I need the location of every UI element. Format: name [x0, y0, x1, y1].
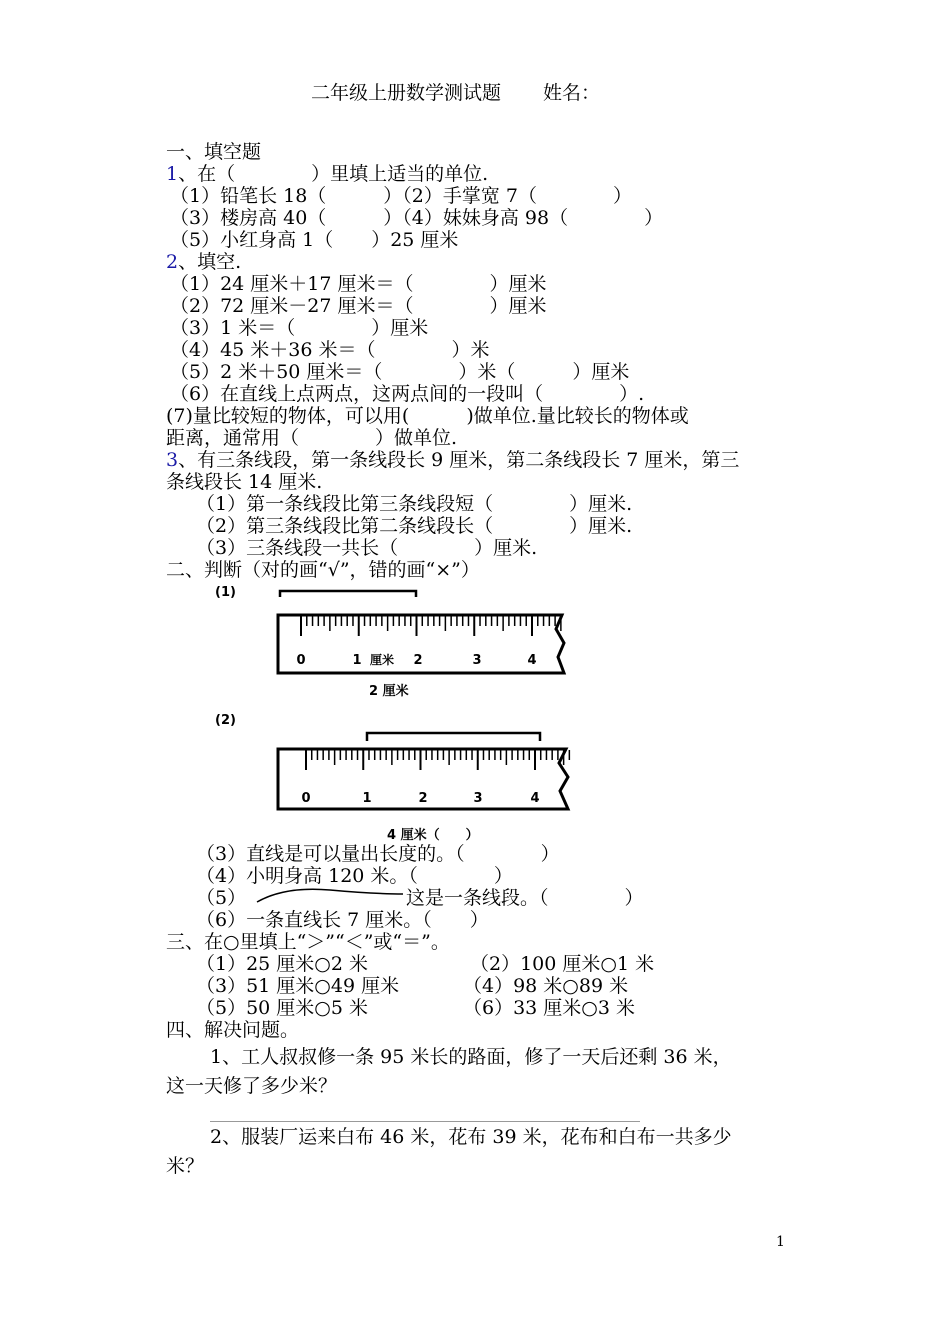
- ruler2-tick-2: 2: [418, 791, 428, 806]
- q2-num: 2: [166, 251, 179, 273]
- q1-line: （3）楼房高 40（ ）（4）妹妹身高 98（ ）: [170, 207, 664, 229]
- judge-item: （5）: [196, 887, 247, 909]
- ruler1-tick-3: 3: [472, 653, 482, 668]
- ruler1-tick-1: 1: [352, 653, 362, 668]
- compare-item: （4）98 米○89 米: [463, 975, 629, 997]
- ruler1-label: (1): [215, 585, 236, 600]
- q2-line: （4）45 米＋36 米＝（ ）米: [170, 339, 490, 361]
- q1-num: 1: [166, 163, 179, 185]
- compare-item: （5）50 厘米○5 米: [196, 997, 369, 1019]
- q1-line: （5）小红身高 1（ ）25 厘米: [170, 229, 459, 251]
- name-label: 姓名：: [543, 82, 601, 104]
- problem2-line: 2、服装厂运来白布 46 米，花布 39 米，花布和白布一共多少: [210, 1126, 732, 1148]
- ruler2-tick-3: 3: [473, 791, 483, 806]
- q2-line: （3）1 米＝（ ）厘米: [170, 317, 429, 339]
- compare-item: （1）25 厘米○2 米: [196, 953, 369, 975]
- ruler2-tick-0: 0: [301, 791, 311, 806]
- q3-line: 条线段长 14 厘米.: [166, 471, 323, 493]
- q3-line: （2）第三条线段比第二条线段长（ ）厘米.: [196, 515, 633, 537]
- section3-heading: 三、在○里填上“＞”“＜”或“＝”。: [166, 931, 450, 953]
- ruler1-bracket: [280, 591, 416, 597]
- judge-item: （6）一条直线长 7 厘米。（ ）: [196, 909, 489, 931]
- q3-line: （3）三条线段一共长（ ）厘米.: [196, 537, 538, 559]
- ruler1: [270, 585, 570, 685]
- judge-item: 这是一条线段。（ ）: [406, 887, 644, 909]
- ruler2-label: (2): [215, 713, 236, 728]
- q2-line: 距离，通常用（ ）做单位.: [166, 427, 458, 449]
- judge-item: （4）小明身高 120 米。（ ）: [196, 865, 513, 887]
- section2-heading: 二、判断（对的画“√”，错的画“×”）: [166, 559, 480, 581]
- ruler2: [270, 725, 580, 820]
- ruler1-caption: 2 厘米: [369, 684, 409, 699]
- q3-text: [166, 449, 739, 471]
- q2-text: [166, 251, 241, 273]
- page-title: [311, 78, 600, 105]
- compare-item: （3）51 厘米○49 厘米: [196, 975, 400, 997]
- ruler2-bracket: [367, 733, 540, 741]
- q2-line: （1）24 厘米＋17 厘米＝（ ）厘米: [170, 273, 547, 295]
- q2-line: （6）在直线上点两点，这两点间的一段叫（ ）.: [170, 383, 645, 405]
- compare-item: （2）100 厘米○1 米: [470, 953, 655, 975]
- ruler1-ticks: [301, 616, 561, 636]
- q1-stem: 、在（ ）里填上适当的单位.: [178, 163, 489, 185]
- q2-line: （2）72 厘米－27 厘米＝（ ）厘米: [170, 295, 547, 317]
- ruler1-tick-2: 2: [413, 653, 423, 668]
- ruler2-caption: 4 厘米（ ）: [387, 828, 479, 843]
- q3-stem: 、有三条线段，第一条线段长 9 厘米，第二条线段长 7 厘米，第三: [178, 449, 740, 471]
- q1-line: （1）铅笔长 18（ ）（2）手掌宽 7（ ）: [170, 185, 633, 207]
- q1-text: [166, 163, 488, 185]
- problem1-line: 1、工人叔叔修一条 95 米长的路面，修了一天后还剩 36 米，: [210, 1046, 732, 1068]
- section1-heading: 一、填空题: [166, 141, 262, 163]
- title-text: 二年级上册数学测试题: [311, 82, 502, 104]
- q2-line: （5）2 米＋50 厘米＝（ ）米（ ）厘米: [170, 361, 630, 383]
- problem1-line: 这一天修了多少米？: [166, 1075, 338, 1097]
- ruler2-ticks: [306, 750, 569, 770]
- q3-line: （1）第一条线段比第三条线段短（ ）厘米.: [196, 493, 633, 515]
- section4-heading: 四、解决问题。: [166, 1019, 300, 1041]
- page-number: 1: [776, 1234, 785, 1250]
- ruler2-tick-4: 4: [530, 791, 540, 806]
- ruler1-unit-text: 厘米: [369, 653, 395, 667]
- answer-line: [210, 1121, 640, 1122]
- curve-line-drawing: [255, 884, 405, 908]
- ruler2-tick-1: 1: [362, 791, 372, 806]
- ruler1-tick-0: 0: [296, 653, 306, 668]
- problem2-line: 米？: [166, 1155, 205, 1177]
- q2-stem: 、填空.: [178, 251, 242, 273]
- judge-item: （3）直线是可以量出长度的。（ ）: [196, 843, 560, 865]
- compare-item: （6）33 厘米○3 米: [463, 997, 636, 1019]
- q3-num: 3: [166, 449, 179, 471]
- q2-line: (7)量比较短的物体，可以用( )做单位.量比较长的物体或: [166, 405, 689, 427]
- ruler1-tick-4: 4: [527, 653, 537, 668]
